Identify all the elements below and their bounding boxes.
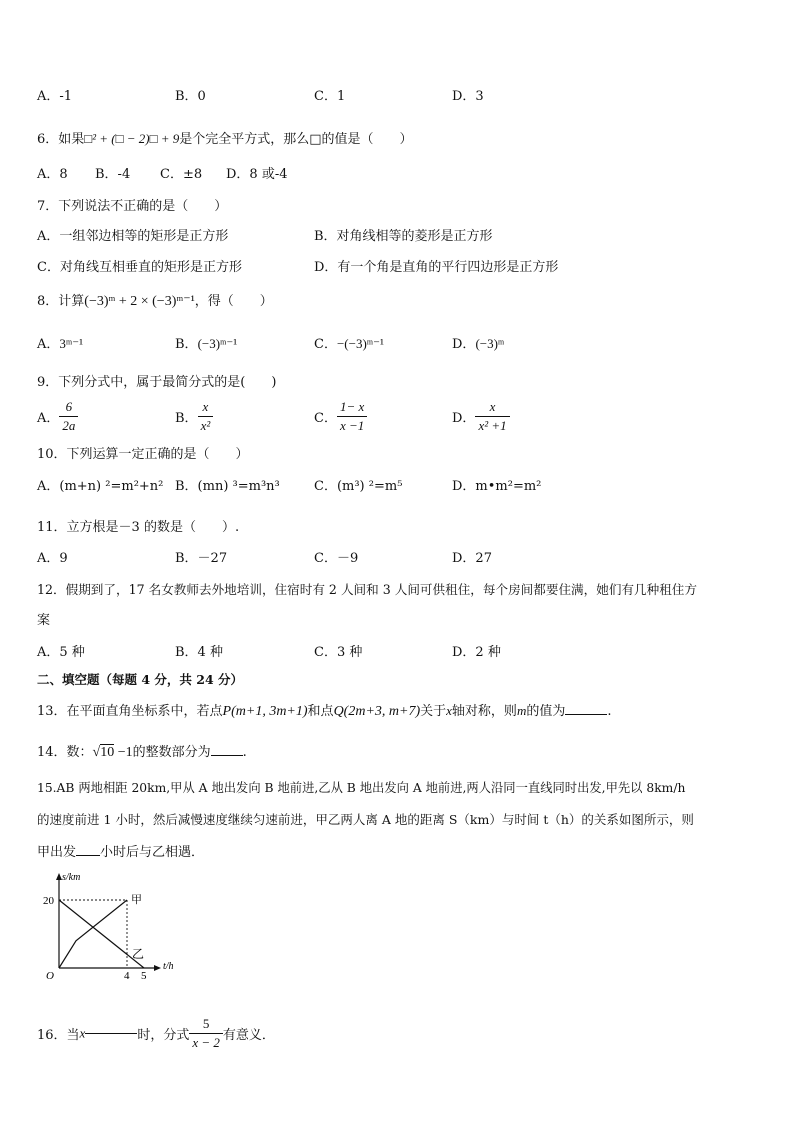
q6-prefix: 6．如果 [37, 132, 85, 147]
q16-denominator: x − 2 [192, 1035, 220, 1050]
q8-prefix: 8．计算 [37, 294, 85, 309]
q7-stem: 7．下列说法不正确的是（ ） [37, 199, 228, 214]
q15-text-a: 甲出发 [37, 845, 77, 860]
q15-line3 [37, 845, 204, 861]
q12-option-a: A．5 种 [37, 645, 85, 660]
series-label-jia: 甲 [131, 893, 142, 906]
q13-stem [37, 703, 611, 720]
q9-d-denominator: x² +1 [478, 418, 507, 433]
q8-option-b [175, 336, 237, 353]
q13-answer-blank[interactable] [565, 714, 607, 715]
x-tick-label-5: 5 [141, 970, 147, 982]
q11-option-b: B．－27 [175, 551, 228, 566]
q13-text5: 的值为 [526, 704, 566, 719]
q9-option-b-label: B． [175, 411, 198, 426]
q6-expression: □² + (□ − 2)□ + 9 [84, 131, 180, 146]
q9-a-numerator: 6 [59, 398, 78, 417]
q8-option-a [37, 336, 83, 353]
q6-suffix: 是个完全平方式，那么□的值是（ ） [179, 132, 413, 147]
q6-option-b: B．-4 [95, 167, 131, 182]
q16-answer-blank[interactable] [85, 1033, 137, 1034]
q10-option-b: B．(mn) ³=m³n³ [175, 479, 280, 494]
q16-numerator: 5 [189, 1015, 223, 1034]
q8-option-c [314, 336, 384, 353]
q13-point-p: P(m+1, 3m+1) [222, 704, 308, 719]
q9-b-denominator: x² [200, 418, 211, 433]
q8-stem [37, 294, 273, 310]
q8-option-c-expr: −(−3)ᵐ⁻¹ [336, 336, 384, 351]
q13-text3: 关于 [420, 704, 447, 719]
q12-option-d: D．2 种 [452, 645, 501, 660]
x-axis-label: t/h [163, 961, 174, 972]
q11-option-c: C．－9 [314, 551, 359, 566]
q8-option-a-label: A． [37, 337, 60, 352]
q8-option-a-expr: 3ᵐ⁻¹ [59, 336, 84, 351]
q11-option-d: D．27 [452, 551, 492, 566]
q9-c-numerator: 1− x [337, 398, 367, 417]
y-axis-label: s/km [62, 872, 81, 883]
q16-stem [37, 1015, 275, 1052]
q8-option-b-expr: (−3)ᵐ⁻¹ [197, 336, 238, 351]
q8-expression: (−3)ᵐ + 2 × (−3)ᵐ⁻¹ [84, 294, 195, 309]
q10-stem: 10．下列运算一定正确的是（ ） [37, 447, 249, 462]
q5-option-c: C．1 [314, 89, 346, 104]
q13-text1: 13．在平面直角坐标系中，若点 [37, 704, 223, 719]
q10-option-a: A．(m+n) ²=m²+n² [37, 479, 164, 494]
q7-option-a: A．一组邻边相等的矩形是正方形 [37, 229, 229, 244]
q9-option-a [37, 398, 78, 435]
q11-stem: 11．立方根是－3 的数是（ ）. [37, 520, 240, 535]
q9-d-numerator: x [475, 398, 509, 417]
q13-text2: 和点 [307, 704, 334, 719]
q7-option-b: B．对角线相等的菱形是正方形 [314, 229, 493, 244]
q14-stem [37, 745, 247, 761]
q16-var: x [79, 1025, 86, 1041]
q8-suffix: ，得（ ） [194, 294, 273, 309]
q7-option-c: C．对角线互相垂直的矩形是正方形 [37, 260, 242, 275]
q12-stem-line1: 12．假期到了，17 名女教师去外地培训，住宿时有 2 人间和 3 人间可供租住，每个房间都要住满，她们有几种租住方 [37, 582, 697, 597]
q14-text2: 的整数部分为 [132, 745, 211, 760]
q9-stem: 9．下列分式中，属于最简分式的是( ) [37, 375, 277, 390]
q9-c-denominator: x −1 [339, 418, 365, 433]
q13-var: m [516, 703, 527, 718]
q9-option-b [175, 398, 213, 435]
q9-b-numerator: x [198, 398, 214, 417]
q9-option-d [452, 398, 510, 435]
q5-option-b: B．0 [175, 89, 206, 104]
q12-option-b: B．4 种 [175, 645, 223, 660]
q14-minus-one: −1 [114, 745, 133, 760]
origin-label: O [46, 970, 54, 982]
q8-option-d-expr: (−3)ᵐ [475, 336, 505, 351]
q15-distance-time-graph [38, 870, 188, 982]
q13-text6: . [607, 704, 612, 719]
q16-text2: 时，分式 [137, 1028, 190, 1043]
y-tick-label-20: 20 [43, 895, 54, 907]
chart-axes [43, 872, 174, 982]
q6-stem [37, 131, 413, 148]
q14-text1: 14．数： [37, 745, 93, 760]
q6-option-a: A．8 [37, 167, 68, 182]
q14-radicand: 10 [100, 745, 115, 760]
q10-option-d: D．m•m²=m² [452, 479, 542, 494]
q9-option-a-label: A． [37, 411, 60, 426]
q13-text4: 轴对称，则 [451, 704, 517, 719]
q8-option-b-label: B． [175, 337, 198, 352]
q14-text3: . [242, 745, 247, 760]
q10-option-c: C．(m³) ²=m⁵ [314, 479, 403, 494]
q5-option-a: A．-1 [37, 89, 73, 104]
q9-option-c [314, 398, 367, 435]
q15-line1: 15.AB 两地相距 20km,甲从 A 地出发向 B 地前进,乙从 B 地出发向 A 地前进,两人沿同一直线同时出发,甲先以 8km/h [37, 781, 686, 795]
series-label-yi: 乙 [132, 947, 145, 961]
q13-axis: x [446, 703, 452, 718]
q6-option-d: D．8 或-4 [226, 167, 288, 182]
q8-option-c-label: C． [314, 337, 337, 352]
q12-stem-line2: 案 [37, 613, 51, 628]
q8-option-d-label: D． [452, 337, 476, 352]
x-tick-label-4: 4 [124, 970, 130, 982]
q9-a-denominator: 2a [62, 418, 76, 433]
chart-marks [59, 893, 144, 968]
q9-option-d-label: D． [452, 411, 476, 426]
q11-option-a: A．9 [37, 551, 68, 566]
x-axis-arrow [154, 965, 161, 971]
q12-option-c: C．3 种 [314, 645, 363, 660]
q7-option-d: D．有一个角是直角的平行四边形是正方形 [314, 260, 559, 275]
q15-text-b: 小时后与乙相遇． [100, 845, 205, 860]
q8-option-d [452, 336, 504, 353]
q6-option-c: C．±8 [160, 167, 203, 182]
section-heading-fill-in: 二、填空题（每题 4 分，共 24 分） [37, 672, 244, 687]
q16-text1: 16．当 [37, 1028, 80, 1043]
series-line-jia [59, 900, 127, 968]
q15-answer-blank[interactable] [76, 855, 100, 856]
q14-answer-blank[interactable] [211, 755, 243, 756]
q5-option-d: D．3 [452, 89, 484, 104]
q15-line2: 的速度前进 1 小时，然后减慢速度继续匀速前进，甲乙两人离 A 地的距离 S（km）与时间 t（h）的关系如图所示，则 [37, 812, 694, 827]
q14-radical: √10 −1 [92, 745, 133, 760]
q13-point-q: Q(2m+3, m+7) [333, 704, 421, 719]
q16-text3: 有意义． [222, 1028, 275, 1043]
q9-option-c-label: C． [314, 411, 337, 426]
